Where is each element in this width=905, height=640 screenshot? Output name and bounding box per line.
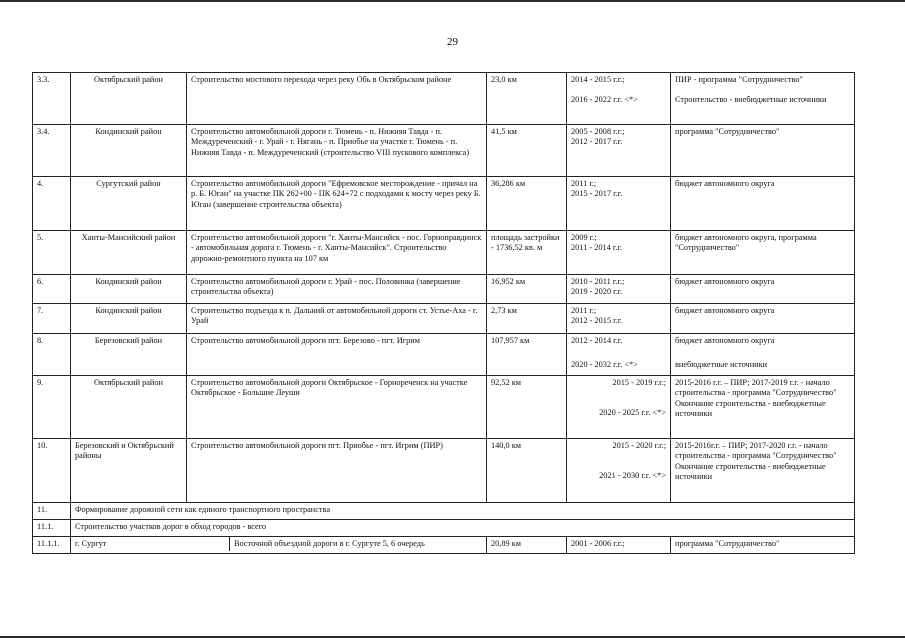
district-cell: Кондинский район	[71, 125, 187, 177]
source-top: бюджет автономного округа	[675, 277, 775, 286]
capacity-cell: 41,5 км	[487, 125, 567, 177]
district-cell: Октябрьский район	[71, 376, 187, 439]
years-top: 2005 - 2008 г.г.;	[571, 127, 625, 136]
years-cell	[567, 73, 671, 125]
years-bottom: 2019 - 2020 г.г.	[571, 287, 623, 297]
years-cell	[567, 439, 671, 503]
object-cell: Строительство автомобильной дороги г. Урай - пос. Половинка (завершение строительства объекта)	[187, 275, 487, 304]
object-cell: Строительство автомобильной дороги пгт. Приобье - пгт. Игрим (ПИР)	[187, 439, 487, 503]
years-bottom: 2012 - 2017 г.г.	[571, 137, 623, 147]
years-top: 2015 - 2019 г.г.;	[612, 378, 666, 387]
capacity-cell: 20,89 км	[487, 537, 567, 554]
district-cell: г. Сургут	[71, 537, 230, 551]
object-cell: Строительство автомобильной дороги "г. Ханты-Мансийск - пос. Горноправдинск - автомобильная дорога г. Тюмень - г. Ханты-Мансийск". Строительство дорожно-ремонтного пункта на 107 км	[187, 231, 487, 275]
section-row	[33, 503, 855, 520]
years-cell	[567, 304, 671, 334]
years-top: 2011 г.;	[571, 179, 597, 188]
scan-edge-top	[0, 0, 905, 2]
page-number: 29	[447, 36, 458, 48]
row-number: 4.	[33, 177, 71, 231]
source-top: бюджет автономного округа, программа "Сотрудничество"	[675, 233, 817, 253]
source-cell	[671, 439, 855, 503]
table-row	[33, 275, 855, 304]
source-cell	[671, 275, 855, 304]
row-number: 8.	[33, 334, 71, 376]
district-object-cell	[71, 537, 487, 554]
source-top: бюджет автономного округа	[675, 306, 775, 315]
source-top: 2015-2016г.г. – ПИР; 2017-2020 г.г. - начало строительства - программа "Сотрудничество" Окончание строительства - внебюджетные источники	[675, 441, 837, 481]
table-row	[33, 231, 855, 275]
years-top: 2015 - 2020 г.г.;	[612, 441, 666, 450]
source-cell	[671, 304, 855, 334]
years-cell: 2001 - 2006 г.г.;	[567, 537, 671, 554]
subsection-number: 11.1.	[33, 520, 71, 537]
row-number: 3.3.	[33, 73, 71, 125]
capacity-cell: площадь застройки - 1736,52 кв. м	[487, 231, 567, 275]
source-top: бюджет автономного округа	[675, 179, 775, 188]
years-bottom: 2020 - 2025 г.г. <*>	[599, 408, 666, 418]
years-cell	[567, 231, 671, 275]
object-cell: Строительство подъезда к п. Дальний от автомобильной дороги ст. Устье-Аха - г. Урай	[187, 304, 487, 334]
district-cell: Березовский район	[71, 334, 187, 376]
section-title: Формирование дорожной сети как единого транспортного пространства	[71, 503, 855, 520]
subsection-row	[33, 520, 855, 537]
district-cell: Кондинский район	[71, 275, 187, 304]
row-number: 3.4.	[33, 125, 71, 177]
capacity-cell: 107,957 км	[487, 334, 567, 376]
scan-edge-bottom	[0, 636, 905, 638]
years-cell	[567, 177, 671, 231]
source-bottom: внебюджетные источники	[675, 360, 768, 370]
table-row	[33, 376, 855, 439]
years-top: 2010 - 2011 г.г.;	[571, 277, 625, 286]
table-row	[33, 125, 855, 177]
source-cell: программа "Сотрудничество"	[671, 537, 855, 554]
object-cell: Строительство автомобильной дороги "Ефремовское месторождение - причал на р. Б. Юган" на участке ПК 262+00 - ПК 624+72 с подходами к мосту через реку Б. Юган (завершение строительства объекта)	[187, 177, 487, 231]
years-top: 2011 г.;	[571, 306, 597, 315]
row-number: 9.	[33, 376, 71, 439]
years-bottom: 2021 - 2030 г.г. <*>	[599, 471, 666, 481]
table-row	[33, 334, 855, 376]
district-cell: Кондинский район	[71, 304, 187, 334]
object-cell: Строительство автомобильной дороги пгт. Березово - пгт. Игрим	[187, 334, 487, 376]
district-cell: Березовский и Октябрьский районы	[71, 439, 187, 503]
years-cell	[567, 275, 671, 304]
years-cell	[567, 125, 671, 177]
source-top: программа "Сотрудничество"	[675, 127, 780, 136]
capacity-cell: 2,73 км	[487, 304, 567, 334]
source-top: 2015-2016 г.г. – ПИР; 2017-2019 г.г. - начало строительства - программа "Сотрудничество" Окончание строительства - внебюджетные источники	[675, 378, 837, 418]
source-cell	[671, 376, 855, 439]
table-row	[33, 304, 855, 334]
capacity-cell: 23,0 км	[487, 73, 567, 125]
table-row	[33, 177, 855, 231]
row-number: 5.	[33, 231, 71, 275]
district-cell: Октябрьский район	[71, 73, 187, 125]
object-cell: Восточной объездной дороги в г. Сургуте 5, 6 очередь	[234, 539, 425, 548]
source-cell	[671, 334, 855, 376]
district-cell: Ханты-Мансийский район	[71, 231, 187, 275]
subsection-title: Строительство участков дорог в обход городов - всего	[71, 520, 855, 537]
table-row	[33, 73, 855, 125]
table-row	[33, 537, 855, 554]
years-cell	[567, 334, 671, 376]
source-cell	[671, 231, 855, 275]
source-cell	[671, 177, 855, 231]
row-number: 10.	[33, 439, 71, 503]
object-cell: Строительство мостового перехода через реку Обь в Октябрьском районе	[187, 73, 487, 125]
years-top: 2012 - 2014 г.г.	[571, 336, 623, 345]
source-cell	[671, 125, 855, 177]
row-number: 11.1.1.	[33, 537, 71, 554]
capacity-cell: 16,952 км	[487, 275, 567, 304]
table-row	[33, 439, 855, 503]
section-number: 11.	[33, 503, 71, 520]
row-number: 6.	[33, 275, 71, 304]
capacity-cell: 140,0 км	[487, 439, 567, 503]
years-top: 2014 - 2015 г.г.;	[571, 75, 625, 84]
years-bottom: 2016 - 2022 г.г. <*>	[571, 95, 638, 105]
source-top: ПИР - программа "Сотрудничество"	[675, 75, 803, 84]
years-bottom: 2011 - 2014 г.г.	[571, 243, 622, 253]
object-cell: Строительство автомобильной дороги г. Тюмень - п. Нижняя Тавда - п. Междуреченский - г. Урай - г. Нягань - п. Приобье на участке г. Тюмень - п. Нижняя Тавда - п. Междуреченский (строительство VIII пускового комплекса)	[187, 125, 487, 177]
object-cell: Строительство автомобильной дороги Октябрьское - Горнореченск на участке Октябрьское - Большие Леуши	[187, 376, 487, 439]
construction-table	[32, 72, 855, 554]
district-cell: Сургутский район	[71, 177, 187, 231]
years-top: 2009 г.;	[571, 233, 597, 242]
capacity-cell: 36,286 км	[487, 177, 567, 231]
years-bottom: 2012 - 2015 г.г.	[571, 316, 623, 326]
source-bottom: Строительство - внебюджетные источники	[675, 95, 827, 105]
years-cell	[567, 376, 671, 439]
years-bottom: 2020 - 2032 г.г. <*>	[571, 360, 638, 370]
years-bottom: 2015 - 2017 г.г.	[571, 189, 623, 199]
source-cell	[671, 73, 855, 125]
source-top: бюджет автономного округа	[675, 336, 775, 345]
row-number: 7.	[33, 304, 71, 334]
capacity-cell: 92,52 км	[487, 376, 567, 439]
